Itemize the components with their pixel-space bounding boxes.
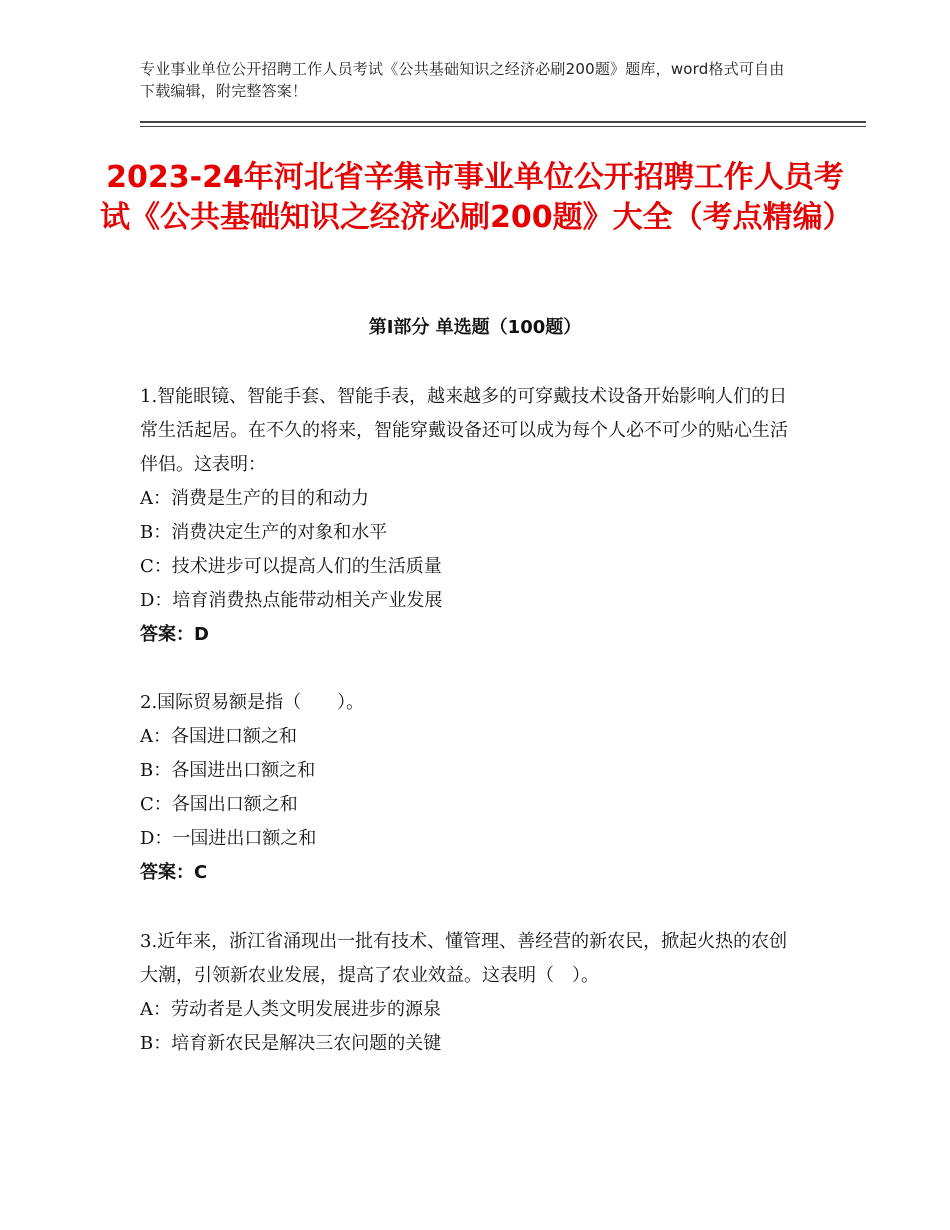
question-1 [140,380,800,652]
option-b: B：各国进出口额之和 [140,760,316,781]
option-a: A：劳动者是人类文明发展进步的源泉 [140,999,441,1020]
option-c: C：各国出口额之和 [140,794,298,815]
answer: 答案：D [140,624,209,645]
option-d: D：培育消费热点能带动相关产业发展 [140,590,443,611]
document-title: 2023-24年河北省辛集市事业单位公开招聘工作人员考试《公共基础知识之经济必刷200题》大全（考点精编） [100,160,853,235]
question-3 [140,925,800,1061]
question-stem: 2.国际贸易额是指（ ）。 [140,692,365,713]
header-note: 专业事业单位公开招聘工作人员考试《公共基础知识之经济必刷200题》题库，word格式可自由下载编辑，附完整答案！ [140,60,785,100]
question-stem: 1.智能眼镜、智能手套、智能手表，越来越多的可穿戴技术设备开始影响人们的日常生活起居。在不久的将来，智能穿戴设备还可以成为每个人必不可少的贴心生活伴侣。这表明： [140,386,788,475]
option-b: B：消费决定生产的对象和水平 [140,522,388,543]
option-c: C：技术进步可以提高人们的生活质量 [140,556,442,577]
question-stem: 3.近年来，浙江省涌现出一批有技术、懂管理、善经营的新农民，掀起火热的农创大潮，引领新农业发展，提高了农业效益。这表明（ ）。 [140,931,788,986]
header-divider-thick [140,121,866,123]
section-heading: 第Ⅰ部分 单选题（100题） [368,317,582,338]
option-a: A：各国进口额之和 [140,726,297,747]
answer: 答案：C [140,862,208,883]
option-b: B：培育新农民是解决三农问题的关键 [140,1033,442,1054]
header-divider-thin [140,126,866,127]
option-d: D：一国进出口额之和 [140,828,317,849]
question-2 [140,686,800,890]
option-a: A：消费是生产的目的和动力 [140,488,369,509]
